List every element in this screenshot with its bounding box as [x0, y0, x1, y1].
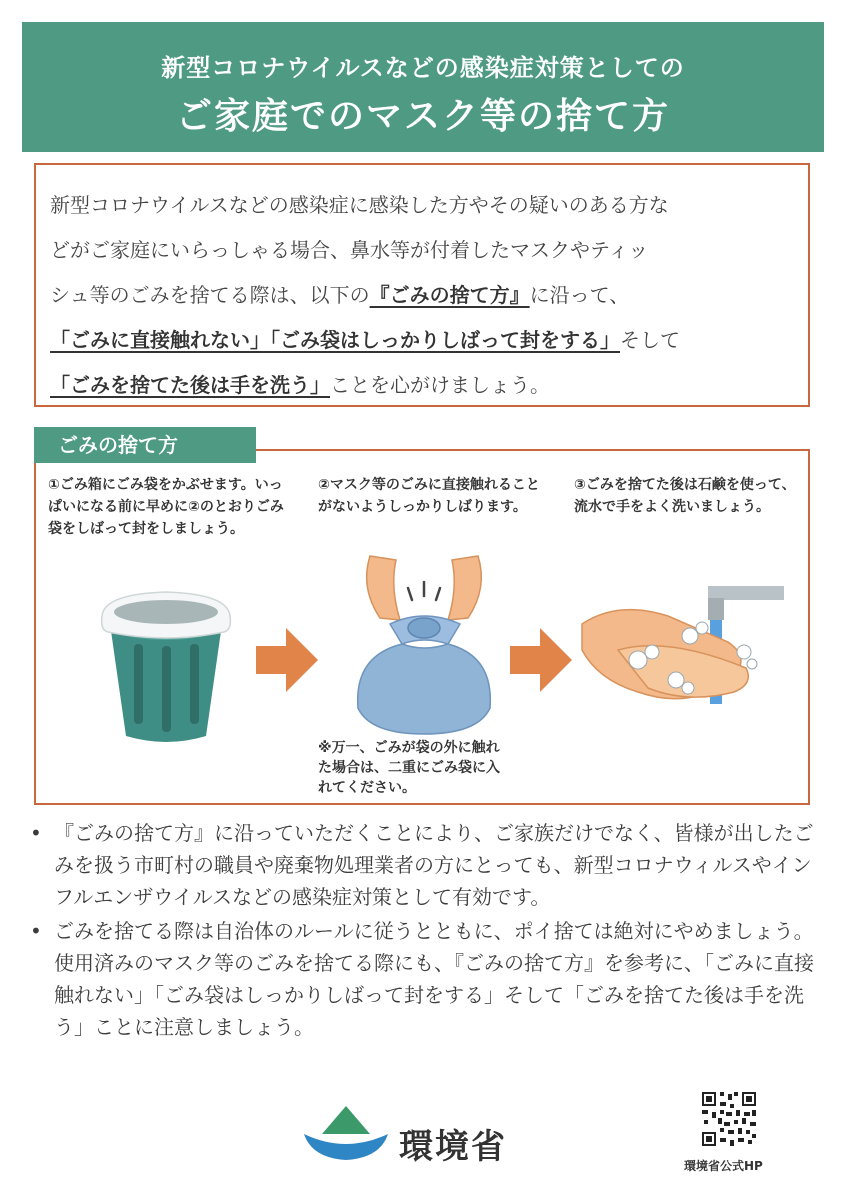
qr-code-icon[interactable] — [700, 1090, 758, 1148]
intro-line-3 — [50, 273, 794, 318]
intro-text: シュ等のごみを捨てる際は、以下の — [50, 283, 370, 307]
list-item: • ごみを捨てる際は自治体のルールに従うとともに、ポイ捨ては絶対にやめましょう。使用済みのマスク等のごみを捨てる際にも、『ごみの捨て方』を参考に、「ごみに直接触れない」「ごみ袋はしっかりしばって封をする」そして「ごみを捨てた後は手を洗う」ことに注意しましょう。 — [30, 919, 814, 1039]
intro-emphasis-method: 『ごみの捨て方』 — [369, 283, 530, 307]
list-item: • 『ごみの捨て方』に沿っていただくことにより、ご家族だけでなく、皆様が出したごみを扱う市町村の職員や廃棄物処理業者の方にとっても、新型コロナウィルスやインフルエンザウイルスなどの感染症対策として有効です。 — [30, 821, 814, 909]
caution-note: ※万一、ごみが袋の外に触れた場合は、二重にごみ袋に入れてください。 — [318, 740, 500, 796]
arrow-right-icon — [510, 628, 572, 692]
intro-emphasis-no-touch: 「ごみに直接触れない」 — [50, 328, 270, 352]
header-title: ご家庭でのマスク等の捨て方 — [175, 96, 670, 137]
header-banner — [22, 22, 824, 152]
intro-text: ことを心がけましょう。 — [330, 373, 550, 397]
qr-caption: 環境省公式HP — [684, 1159, 763, 1173]
step-2-text: ②マスク等のごみに直接触れることがないようしっかりしばります。 — [318, 477, 540, 515]
arrow-right-icon — [256, 628, 318, 692]
intro-text: に沿って、 — [529, 283, 630, 307]
step-1-text: ①ごみ箱にごみ袋をかぶせます。いっぱいになる前に早めに②のとおりごみ袋をしばって封をしましょう。 — [48, 477, 284, 537]
intro-line-2: どがご家庭にいらっしゃる場合、鼻水等が付着したマスクやティッ — [50, 238, 649, 262]
header-subtitle: 新型コロナウイルスなどの感染症対策としての — [161, 54, 685, 82]
intro-text: そして — [620, 328, 680, 352]
notes-list — [28, 817, 828, 1045]
trash-bin-icon — [96, 586, 236, 748]
intro-emphasis-tie-bag: 「ごみ袋はしっかりしばって封をする」 — [270, 328, 620, 352]
note-text: ごみを捨てる際は自治体のルールに従うとともに、ポイ捨ては絶対にやめましょう。使用済みのマスク等のごみを捨てる際にも、『ごみの捨て方』を参考に、「ごみに直接触れない」「ごみ袋はしっかりしばって封をする」そして「ごみを捨てた後は手を洗う」ことに注意しましょう。 — [54, 919, 814, 1039]
note-text: 『ごみの捨て方』に沿っていただくことにより、ご家族だけでなく、皆様が出したごみを扱う市町村の職員や廃棄物処理業者の方にとっても、新型コロナウィルスやインフルエンザウイルスなどの感染症対策として有効です。 — [54, 821, 814, 909]
intro-emphasis-wash-hands: 「ごみを捨てた後は手を洗う」 — [50, 373, 330, 397]
ministry-logo-icon — [300, 1104, 392, 1162]
intro-line-5 — [50, 363, 794, 408]
hand-washing-icon — [578, 580, 788, 714]
step-3-text: ③ごみを捨てた後は石鹸を使って、流水で手をよく洗いましょう。 — [574, 477, 796, 515]
intro-line-1: 新型コロナウイルスなどの感染症に感染した方やその疑いのある方な — [50, 193, 669, 217]
tied-garbage-bag-icon — [350, 548, 500, 738]
ministry-name: 環境省 — [399, 1127, 507, 1167]
intro-box — [34, 163, 810, 407]
section-title: ごみの捨て方 — [34, 427, 256, 463]
intro-line-4 — [50, 318, 794, 363]
